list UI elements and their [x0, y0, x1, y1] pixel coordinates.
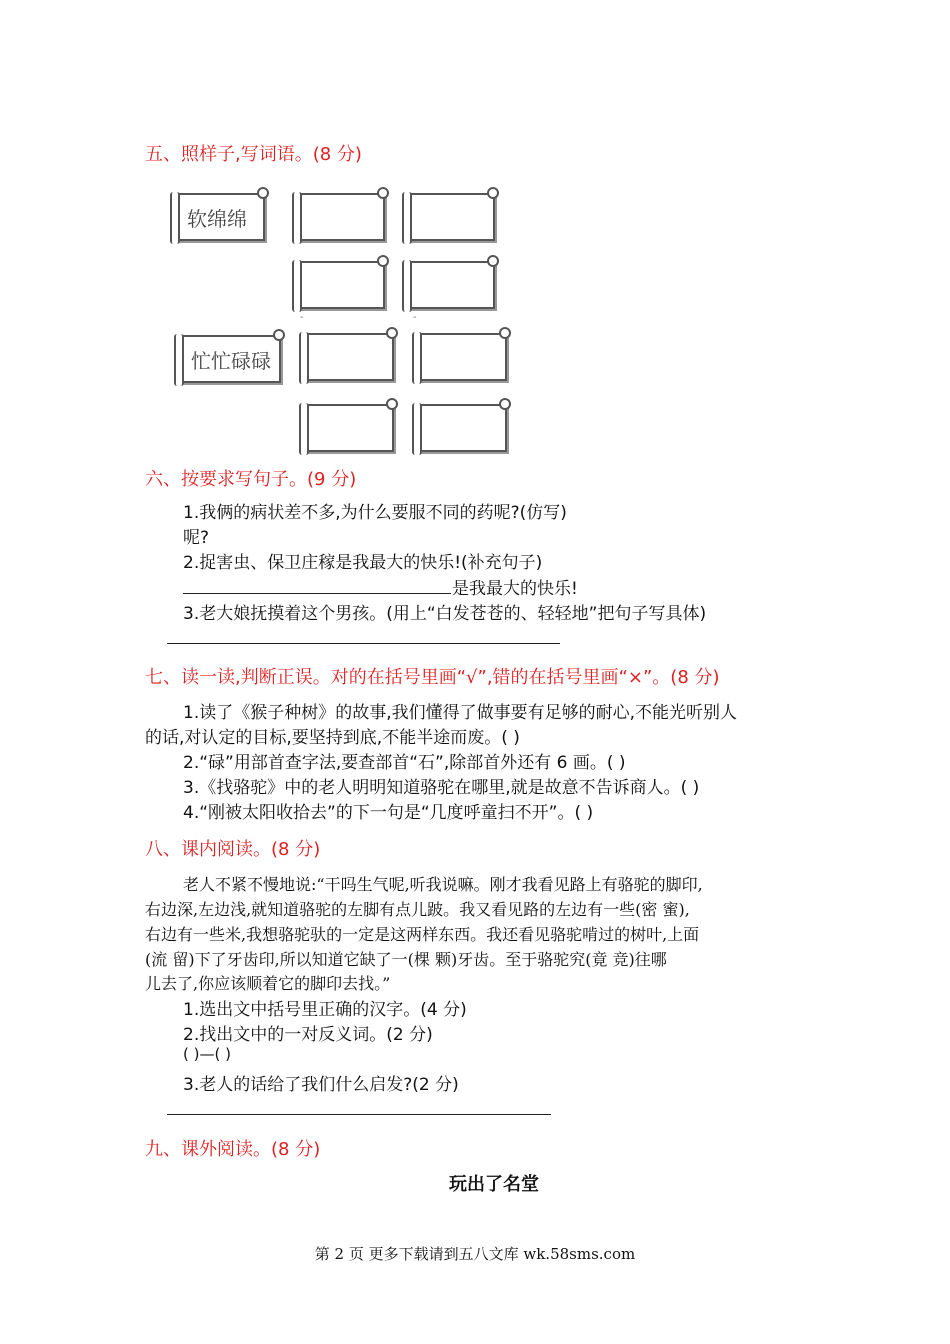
answer-box[interactable]: [415, 333, 507, 381]
separator-mark: -: [413, 312, 417, 323]
answer-box[interactable]: [302, 404, 394, 452]
answer-box[interactable]: [405, 193, 495, 241]
answer-6-2-suffix: 是我最大的快乐!: [452, 579, 578, 599]
question-7-4: 4.“刚被太阳收拾去”的下一句是“几度呼童扫不开”。( ): [183, 803, 594, 823]
section-5-heading: 五、照样子,写词语。(8 分): [145, 144, 362, 165]
answer-box[interactable]: [295, 193, 385, 241]
question-7-1-cont: 的话,对认定的目标,要坚持到底,不能半途而废。( ): [145, 728, 520, 748]
section-7-heading: 七、读一读,判断正误。对的在括号里画“√”,错的在括号里画“×”。(8 分): [145, 667, 720, 688]
question-7-2: 2.“碌”用部首查字法,要查部首“石”,除部首外还有 6 画。( ): [183, 753, 626, 773]
section-6-heading: 六、按要求写句子。(9 分): [145, 469, 357, 490]
passage-line: 右边有一些米,我想骆驼驮的一定是这两样东西。我还看见骆驼啃过的树叶,上面: [145, 925, 700, 944]
answer-box[interactable]: [302, 333, 394, 381]
question-8-1: 1.选出文中括号里正确的汉字。(4 分): [183, 1000, 467, 1020]
answer-box[interactable]: [405, 261, 495, 309]
passage-line: (流 留)下了牙齿印,所以知道它缺了一(棵 颗)牙齿。至于骆驼究(竟 竞)往哪: [145, 950, 667, 969]
page-footer: 第 2 页 更多下载请到五八文库 wk.58sms.com: [314, 1245, 636, 1263]
question-6-2: 2.捉害虫、保卫庄稼是我最大的快乐!(补充句子): [183, 553, 543, 573]
answer-box[interactable]: [415, 404, 507, 452]
answer-line[interactable]: [167, 643, 560, 644]
example-word-2: 忙忙碌碌: [191, 348, 271, 373]
example-word-1: 软绵绵: [187, 206, 247, 231]
question-8-2: 2.找出文中的一对反义词。(2 分): [183, 1025, 433, 1045]
answer-box[interactable]: [295, 261, 385, 309]
question-7-1: 1.读了《猴子种树》的故事,我们懂得了做事要有足够的耐心,不能光听别人: [183, 703, 738, 723]
answer-line[interactable]: [183, 593, 451, 594]
passage-line: 儿去了,你应该顺着它的脚印去找。”: [145, 974, 391, 993]
separator-mark: -: [300, 312, 304, 323]
example-scroll-1: [173, 193, 265, 241]
question-8-3: 3.老人的话给了我们什么启发?(2 分): [183, 1075, 459, 1095]
answer-6-1-suffix: 呢?: [183, 528, 210, 548]
section-8-heading: 八、课内阅读。(8 分): [145, 839, 321, 860]
answer-8-2-brackets[interactable]: ( )—( ): [183, 1045, 231, 1063]
question-6-3: 3.老大娘抚摸着这个男孩。(用上“白发苍苍的、轻轻地”把句子写具体): [183, 604, 707, 624]
section-9-heading: 九、课外阅读。(8 分): [145, 1139, 321, 1160]
example-scroll-2: [177, 335, 281, 383]
question-7-3: 3.《找骆驼》中的老人明明知道骆驼在哪里,就是故意不告诉商人。( ): [183, 778, 700, 798]
passage-line: 右边深,左边浅,就知道骆驼的左脚有点儿跛。我又看见路的左边有一些(密 蜜),: [145, 900, 690, 919]
question-6-1: 1.我俩的病状差不多,为什么要服不同的药呢?(仿写): [183, 503, 567, 523]
passage-line: 老人不紧不慢地说:“干吗生气呢,听我说嘛。刚才我看见路上有骆驼的脚印,: [183, 875, 703, 894]
answer-line[interactable]: [167, 1114, 551, 1115]
passage-title: 玩出了名堂: [449, 1174, 539, 1195]
